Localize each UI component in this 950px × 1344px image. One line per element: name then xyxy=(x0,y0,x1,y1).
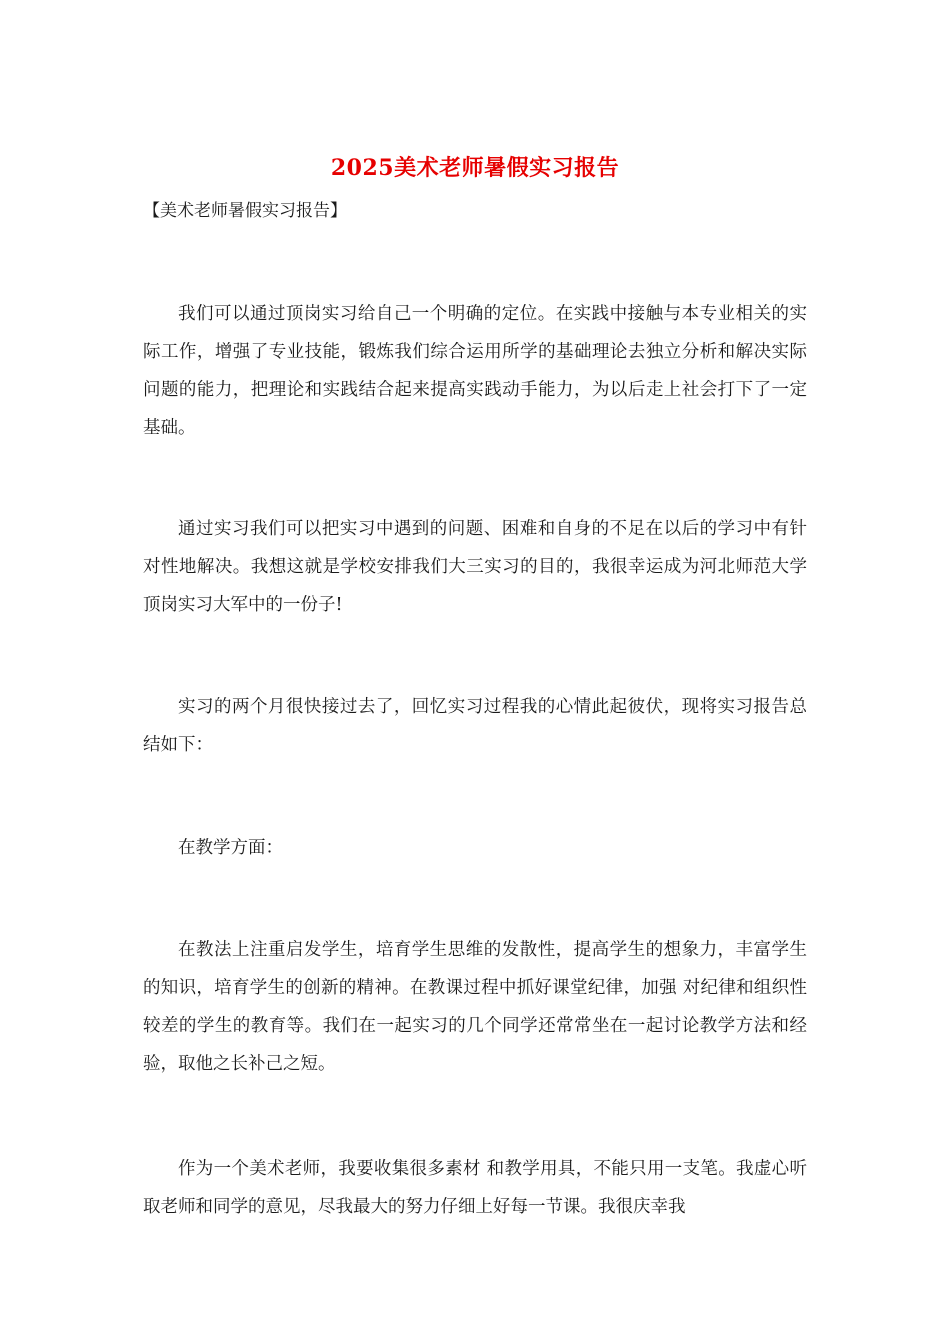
paragraph: 作为一个美术老师，我要收集很多素材 和教学用具，不能只用一支笔。我虚心听取老师和同学的意见，尽我最大的努力仔细上好每一节课。我很庆幸我 xyxy=(143,1159,807,1217)
paragraph: 通过实习我们可以把实习中遇到的问题、困难和自身的不足在以后的学习中有针对性地解决。我想这就是学校安排我们大三实习的目的，我很幸运成为河北师范大学顶岗实习大军中的一份子! xyxy=(143,519,807,615)
paragraph: 我们可以通过顶岗实习给自己一个明确的定位。在实践中接触与本专业相关的实际工作，增强了专业技能，锻炼我们综合运用所学的基础理论去独立分析和解决实际 问题的能力，把理论和实践结合起来提高实践动手能力，为以后走上社会打下了一定基础。 xyxy=(143,304,807,438)
paragraph: 在教法上注重启发学生，培育学生思维的发散性，提高学生的想象力，丰富学生的知识，培育学生的创新的精神。在教课过程中抓好课堂纪律，加强 对纪律和组织性较差的学生的教育等。我们在一起实习的几个同学还常常坐在一起讨论教学方法和经验，取他之长补己之短。 xyxy=(143,940,807,1074)
section-heading: 在教学方面： xyxy=(178,838,283,858)
document-subtitle: 【美术老师暑假实习报告】 xyxy=(143,201,347,221)
page-title: 2025美术老师暑假实习报告 xyxy=(330,155,620,181)
paragraph: 实习的两个月很快接过去了，回忆实习过程我的心情此起彼伏，现将实习报告总结如下： xyxy=(143,697,807,755)
